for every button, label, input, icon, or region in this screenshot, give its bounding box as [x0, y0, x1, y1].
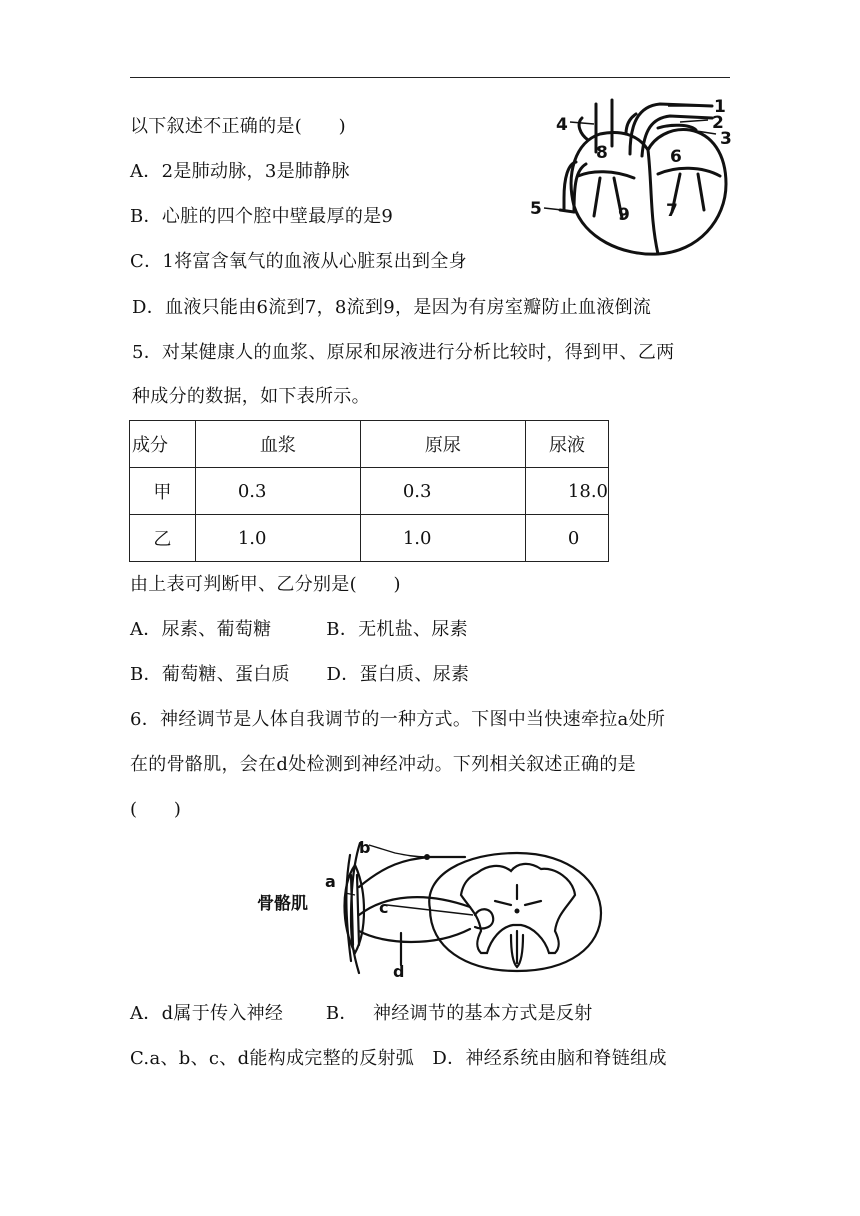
table-row [130, 468, 609, 515]
heart-label-1: 1 [714, 97, 726, 117]
table-header: 尿液 [525, 421, 608, 468]
reflex-arc-diagram [255, 835, 605, 980]
q6-stem-line2: 在的骨骼肌，会在d处检测到神经冲动。下列相关叙述正确的是 [130, 754, 636, 775]
table-cell: 0.3 [195, 468, 360, 515]
table-cell: 1.0 [195, 515, 360, 562]
q4-option-d: D．血液只能由6流到7，8流到9，是因为有房室瓣防止血液倒流 [132, 297, 652, 318]
table-cell: 1.0 [360, 515, 525, 562]
heart-label-2: 2 [712, 113, 724, 133]
table-cell: 甲 [130, 468, 196, 515]
q5-question: 由上表可判断甲、乙分别是( ) [130, 574, 401, 595]
header-rule [130, 77, 730, 78]
heart-label-6: 6 [670, 147, 682, 167]
reflex-label-a-muscle: a [325, 872, 336, 891]
table-header-row [130, 421, 609, 468]
table-header: 血浆 [195, 421, 360, 468]
q5-data-table [129, 420, 609, 562]
table-header: 成分 [130, 421, 196, 468]
table-row [130, 515, 609, 562]
reflex-label-a: b [359, 838, 371, 857]
q4-option-b: B．心脏的四个腔中壁最厚的是9 [130, 206, 394, 227]
table-cell: 18.0 [525, 468, 608, 515]
reflex-labels [257, 838, 404, 980]
reflex-label-d: d [393, 962, 405, 980]
q4-option-c: C．1将富含氧气的血液从心脏泵出到全身 [130, 251, 467, 272]
heart-label-4: 4 [556, 115, 568, 135]
q6-stem-line1: 6．神经调节是人体自我调节的一种方式。下图中当快速牵拉a处所 [130, 709, 666, 730]
q5-stem-line2: 种成分的数据，如下表所示。 [132, 386, 370, 407]
q4-stem: 以下叙述不正确的是( ) [130, 116, 346, 137]
q4-option-a: A．2是肺动脉，3是肺静脉 [130, 161, 350, 182]
q6-options-line2: C.a、b、c、d能构成完整的反射弧 D．神经系统由脑和脊链组成 [130, 1048, 667, 1069]
table-cell: 0.3 [360, 468, 525, 515]
skeletal-muscle-label: 骨骼肌 [257, 894, 308, 914]
heart-label-9: 9 [618, 205, 630, 225]
q5-options-line1: A．尿素、葡萄糖 B．无机盐、尿素 [130, 619, 468, 640]
heart-label-3: 3 [720, 129, 732, 149]
heart-label-5: 5 [530, 199, 542, 219]
heart-label-7: 7 [666, 201, 678, 221]
table-header: 原尿 [360, 421, 525, 468]
q6-options-line1: A．d属于传入神经 B． 神经调节的基本方式是反射 [130, 1003, 593, 1024]
q6-stem-line3: ( ) [130, 799, 182, 820]
q5-options-line2: B．葡萄糖、蛋白质 D．蛋白质、尿素 [130, 664, 470, 685]
q5-stem-line1: 5．对某健康人的血浆、原尿和尿液进行分析比较时，得到甲、乙两 [132, 342, 675, 363]
table-cell: 0 [525, 515, 608, 562]
heart-label-8: 8 [596, 143, 608, 163]
heart-diagram [530, 94, 740, 264]
table-cell: 乙 [130, 515, 196, 562]
reflex-label-c: c [379, 898, 389, 917]
